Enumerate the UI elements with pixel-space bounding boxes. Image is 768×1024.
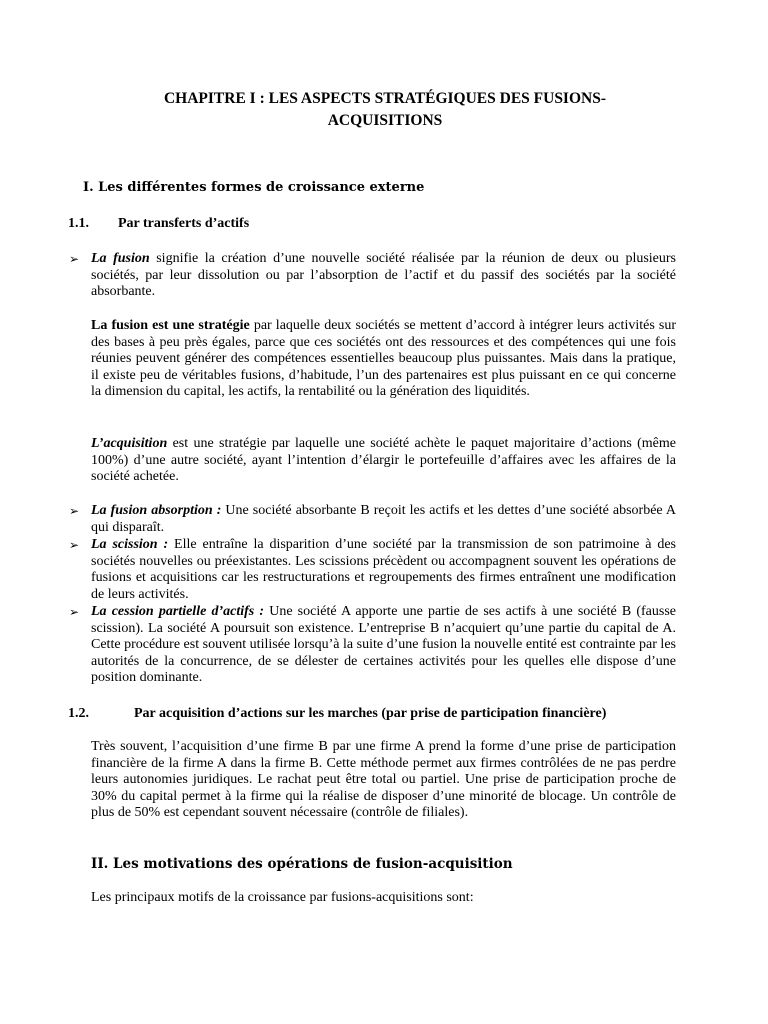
text-strategie: par laquelle deux sociétés se mettent d’accord à intégrer leurs activités sur des bases à peu près égales, parce que ces sociétés ont des ressources et des compétences qui une fois réunies peuvent générer des compétences essentielles beaucoup plus puissantes. Mais dans la pratique, il existe peu de véritables fusions, d’habitude, l’un des partenaires est plus puissant en ce qui concerne la dimension du capital, les actifs, la rentabilité ou la génération des liquidités. <box>91 318 676 399</box>
arrowhead-bullet-icon: ➢ <box>69 605 80 619</box>
paragraph-fusion <box>91 251 676 301</box>
arrowhead-bullet-icon: ➢ <box>69 252 80 266</box>
section-2-title: II. Les motivations des opérations de fusion-acquisition <box>91 856 513 872</box>
paragraph-acquisition <box>91 436 676 486</box>
paragraph-scission <box>91 537 676 603</box>
subsection-1-2-heading <box>68 706 606 722</box>
text-scission: Elle entraîne la disparition d’une société par la transmission de son patrimoine à des sociétés nouvelles ou préexistantes. Les scissions précèdent ou accompagnent souvent les opérations de fusions et acquisitions car les restructurations et regroupements des firmes entraînent une modification de leurs activités. <box>91 537 676 602</box>
term-acquisition: L’acquisition <box>91 436 168 451</box>
paragraph-cession <box>91 604 676 687</box>
text-acquisition: est une stratégie par laquelle une société achète le paquet majoritaire d’actions (même 100%) d’une autre société, ayant l’intention d’élargir le portefeuille d’affaires avec les affaires de la société achetée. <box>91 436 676 484</box>
text-fusion-absorption: Une société absorbante B reçoit les actifs et les dettes d’une société absorbée A qui disparaît. <box>91 503 676 535</box>
paragraph-prise-participation: Très souvent, l’acquisition d’une firme B par une firme A prend la forme d’une prise de participation financière de la firme A dans la firme B. Cette méthode permet aux firmes contrôlées de ne pas perdre leurs autonomies juridiques. Le rachat peut être total ou partiel. Une prise de participation proche de 30% du capital permet à la firme qui la réalise de disposer d’une minorité de blocage. Un contrôle de plus de 50% est cependant souvent nécessaire (contrôle de filiales). <box>91 739 676 820</box>
term-fusion-absorption: La fusion absorption : <box>91 503 222 518</box>
chapter-title-line2: ACQUISITIONS <box>327 112 443 129</box>
subsection-number: 1.1. <box>68 216 89 231</box>
term-cession: La cession partielle d’actifs : <box>91 604 265 619</box>
subsection-title: Par transferts d’actifs <box>118 216 250 231</box>
arrowhead-bullet-icon: ➢ <box>69 538 80 552</box>
term-scission: La scission : <box>91 537 169 552</box>
subsection-number: 1.2. <box>68 706 89 721</box>
subsection-title: Par acquisition d’actions sur les marches (par prise de participation financière) <box>134 706 607 721</box>
paragraph-motifs: Les principaux motifs de la croissance par fusions-acquisitions sont: <box>91 890 474 905</box>
text-fusion: signifie la création d’une nouvelle société réalisée par la réunion de deux ou plusieurs sociétés, par leur dissolution ou par l’absorption de l’actif et du passif des sociétés par la société absorbante. <box>91 251 677 299</box>
subsection-1-1-heading <box>68 216 249 232</box>
chapter-title <box>90 88 680 132</box>
section-1-title: I. Les différentes formes de croissance externe <box>83 180 425 195</box>
arrowhead-bullet-icon: ➢ <box>69 504 80 518</box>
text-cession: Une société A apporte une partie de ses actifs à une société B (fausse scission). La société A poursuit son existence. L’entreprise B n’acquiert qu’une partie du capital de A. Cette procédure est souvent utilisée lorsqu’à la suite d’une fusion la nouvelle entité est contrainte par les autorités de la concurrence, de se délester de certaines activités pour les quelles elle dispose d’une position dominante. <box>91 604 676 685</box>
term-fusion: La fusion <box>91 251 150 266</box>
paragraph-fusion-absorption <box>91 503 676 536</box>
chapter-title-line1: CHAPITRE I : LES ASPECTS STRATÉGIQUES DES FUSIONS- <box>163 90 606 107</box>
paragraph-strategie <box>91 318 676 401</box>
term-strategie: La fusion est une stratégie <box>91 318 250 333</box>
